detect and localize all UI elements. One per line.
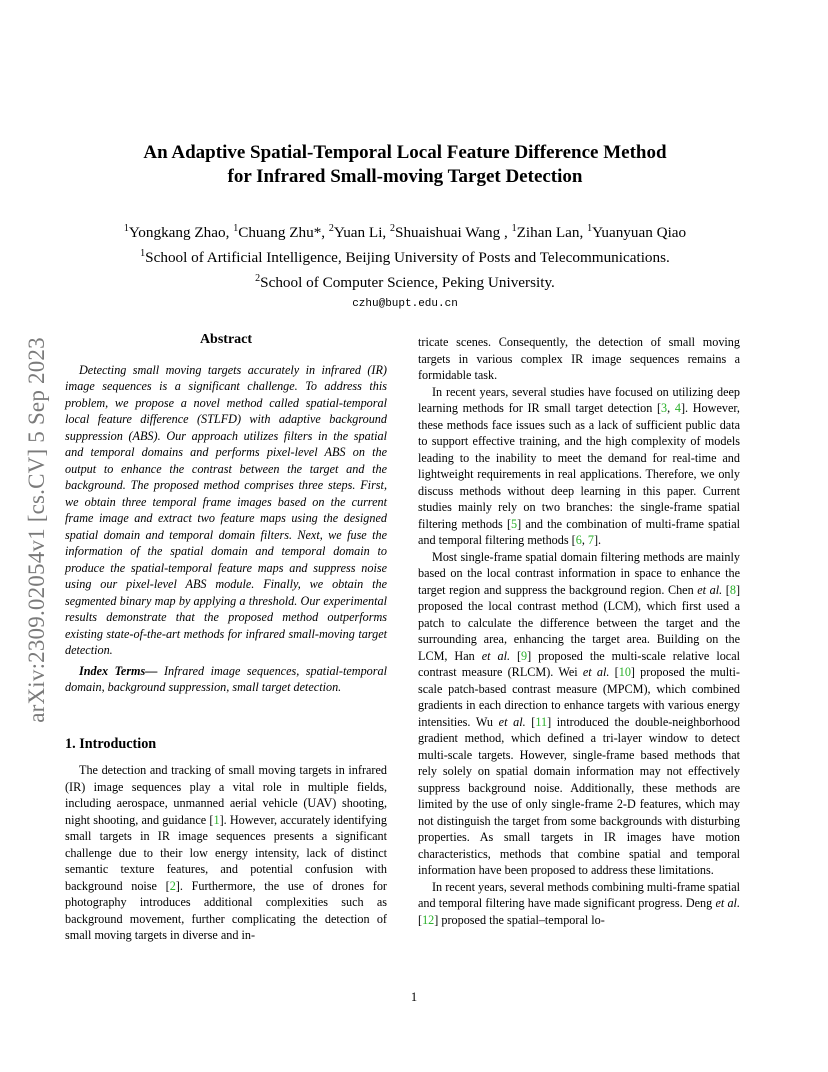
citation-link[interactable]: 8 — [729, 582, 736, 597]
author-sup: 1 — [233, 223, 239, 234]
text-run: ] introduced the double-neighborhood gradient method, which defined a tri-layer window to detect multi-scale targets. However, single-frame based methods that rely solely on spatial domain information may not effectively suppress background noise. Additionally, these methods are limited by the use of only single-frame 2-D features, which may not distinguish the target from some backgrounds with disturbing properties. As small targets in IR images have motion characteristics, methods that combine spatial and temporal information have been proposed to address these limitations. — [418, 714, 740, 877]
citation-link[interactable]: 11 — [535, 714, 548, 729]
affiliation-text: School of Computer Science, Peking University. — [260, 274, 555, 292]
text-run: Most single-frame spatial domain filtering methods are mainly based on the local contrast information in space to enhance the target region and suppress the background region. Chen — [418, 549, 740, 597]
text-run: [ — [510, 648, 522, 663]
right-column — [418, 334, 740, 928]
paper-title — [100, 141, 710, 189]
text-run: ] proposed the local contrast method (LCM), which first used a patch to calculate the difference between the target and the surrounding area, enhancing the target area. Building on the LCM, Han — [418, 582, 740, 663]
author-name: Yuanyuan Qiao — [592, 224, 687, 242]
title-line-1: An Adaptive Spatial-Temporal Local Feature Difference Method — [143, 142, 667, 163]
author-sup: 1 — [123, 223, 129, 234]
abstract-body: Detecting small moving targets accurately in infrared (IR) image sequences is a significant challenge. To address this problem, we propose a novel method called spatial-temporal local feature difference (STLFD) with adaptive background suppression (ABS). Our approach utilizes filters in the spatial and temporal domains and performs pixel-level ABS on the output to enhance the contrast between the target and the background. The proposed method comprises three steps. First, we obtain three temporal frame images based on the current frame image and extract two feature maps using the designed spatial domain and temporal domain filters. Next, we fuse the information of the spatial domain and temporal domain to produce the spatial-temporal feature maps and suppress noise using our pixel-level ABS module. Finally, we obtain the segmented binary map by applying a threshold. Our experimental results demonstrate that the proposed method outperforms existing state-of-the-art methods for infrared small-moving target detection. — [65, 362, 387, 657]
text-run: et al. — [582, 665, 610, 679]
text-run: In recent years, several methods combining multi-frame spatial and temporal filtering have made significant progress. Deng — [418, 879, 740, 910]
text-run: [ — [722, 582, 730, 597]
intro-paragraph-3 — [418, 549, 740, 879]
text-run: ] proposed the spatial–temporal lo- — [434, 912, 605, 927]
text-run: ] and the combination of multi-frame spatial and temporal filtering methods [ — [418, 516, 740, 547]
author-name: Yuan Li, — [333, 224, 391, 242]
text-run: et al. — [481, 648, 511, 663]
arxiv-stamp-text: arXiv:2309.02054v1 [cs.CV] 5 Sep 2023 — [24, 337, 49, 723]
abstract-heading: Abstract — [199, 332, 253, 347]
text-run: ] proposed the multi-scale relative local contrast measure (RLCM). Wei — [418, 648, 740, 679]
citation-link[interactable]: 9 — [521, 648, 528, 663]
page-number: 1 — [410, 990, 418, 1004]
citation-link[interactable]: 1 — [213, 812, 220, 827]
affiliation-1 — [60, 243, 750, 268]
text-run: et al. — [697, 582, 723, 597]
affiliation-sup: 2 — [255, 273, 261, 285]
index-terms — [65, 663, 387, 696]
citation-link[interactable]: 4 — [674, 401, 681, 415]
intro-paragraph-1 — [65, 762, 387, 944]
text-run: et al. — [715, 896, 740, 910]
text-run: [ — [525, 714, 536, 729]
title-line-2: for Infrared Small-moving Target Detection — [227, 166, 583, 187]
affiliation-text: School of Artificial Intelligence, Beijing University of Posts and Telecommunications. — [145, 249, 670, 267]
text-run: , — [581, 533, 588, 547]
text-run: ]. — [594, 533, 602, 547]
index-terms-label: Index Terms— — [79, 663, 158, 678]
author-sup: 2 — [328, 223, 334, 234]
text-run: ]. Furthermore, the use of drones for photography introduces additional complexities such as background movement, further complicating the detection of small moving targets in diverse and in- — [65, 878, 387, 942]
text-run: [ — [609, 665, 619, 679]
intro-paragraph-2 — [418, 384, 740, 549]
citation-link[interactable]: 7 — [587, 533, 594, 547]
text-run: et al. — [498, 714, 526, 729]
text-run: ]. However, accurately identifying small targets in IR image sequences presents a significant challenge due to their low energy intensity, lack of distinct semantic texture features, and potential confusion with background noise [ — [65, 812, 387, 893]
citation-link[interactable]: 10 — [618, 665, 631, 679]
citation-link[interactable]: 3 — [661, 401, 668, 415]
text-run: [ — [418, 912, 423, 927]
author-sup: 2 — [390, 223, 396, 234]
affiliation-sup: 1 — [140, 248, 146, 260]
text-run: The detection and tracking of small moving targets in infrared (IR) image sequences play a vital role in multiple fields, including aerospace, unmanned aerial vehicle (UAV) shooting, night shooting, and guidance [ — [65, 763, 387, 827]
index-terms-text: Infrared image sequences, spatial-temporal domain, background suppression, small target detection. — [65, 663, 387, 694]
citation-link[interactable]: 12 — [422, 912, 435, 927]
citation-link[interactable]: 6 — [575, 533, 582, 547]
intro-paragraph-1-cont: tricate scenes. Consequently, the detection of small moving targets in various complex IR image sequences remains a formidable task. — [418, 335, 740, 382]
text-run: ]. However, these methods face issues such as a lack of sufficient public data to support effective training, and the high complexity of models leading to the inability to meet the demand for real-time and lightweight requirements in real applications. Therefore, we only discuss methods without deep learning in this paper. Current studies mainly rely on two branches: the single-frame spatial filtering methods [ — [418, 401, 740, 531]
email-link[interactable]: czhu@bupt.edu.cn — [352, 298, 458, 311]
citation-link[interactable]: 5 — [511, 516, 518, 531]
arxiv-stamp — [14, 290, 60, 770]
left-column — [65, 332, 387, 944]
author-name: Shuaishuai Wang , — [395, 224, 512, 242]
section-heading-introduction: 1. Introduction — [65, 735, 157, 752]
author-list — [60, 218, 750, 243]
author-name: Zihan Lan, — [516, 224, 588, 242]
citation-link[interactable]: 2 — [169, 878, 176, 893]
author-name: Chuang Zhu*, — [238, 224, 329, 242]
text-run: ] proposed the multi-scale patch-based contrast measure (MPCM), which combined gradients in each direction to enhance targets with various energy intensities. Wu — [418, 665, 740, 729]
affiliation-2 — [60, 268, 750, 293]
author-sup: 1 — [587, 223, 593, 234]
text-run: , — [667, 401, 675, 415]
text-run: In recent years, several studies have focused on utilizing deep learning methods for IR small target detection [ — [418, 384, 740, 415]
author-sup: 1 — [511, 223, 517, 234]
intro-paragraph-4 — [418, 879, 740, 929]
author-block — [60, 218, 750, 314]
author-name: Yongkang Zhao, — [128, 224, 234, 242]
